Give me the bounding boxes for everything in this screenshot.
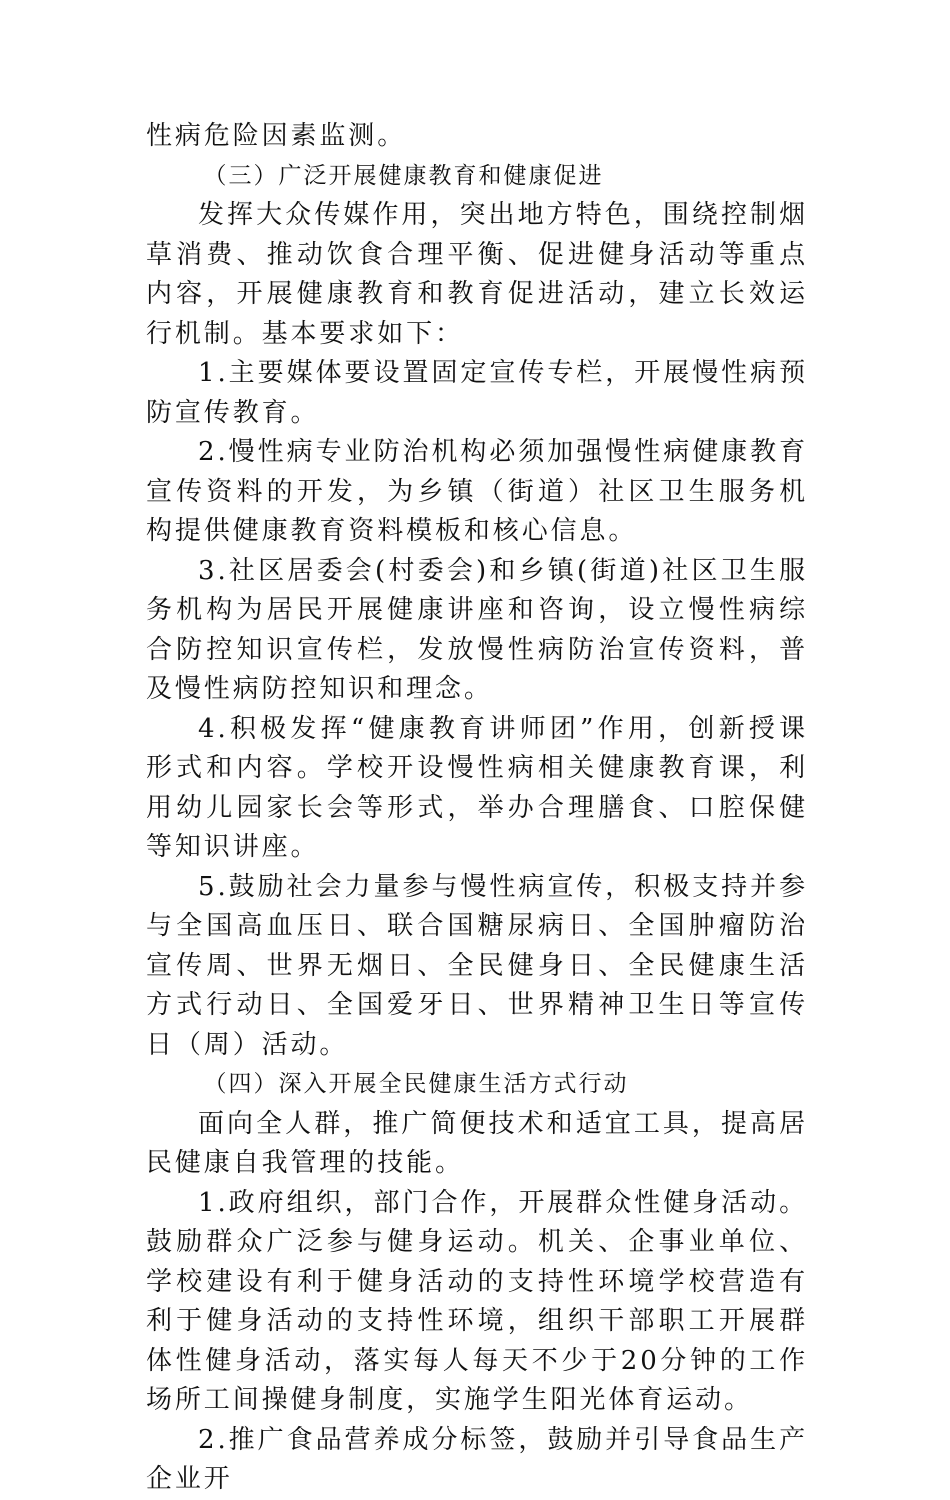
paragraph-continuation: 性病危险因素监测。 xyxy=(146,121,407,151)
section-heading-3: （三）广泛开展健康教育和健康促进 xyxy=(203,162,604,189)
paragraph-item-3-3: 3.社区居委会(村委会)和乡镇(街道)社区卫生服务机构为居民开展健康讲座和咨询，设立慢性病综合防控知识宣传栏，发放慢性病防治宣传资料，普及慢性病防控知识和理念。 xyxy=(146,555,808,704)
paragraph-item-3-4: 4.积极发挥“健康教育讲师团”作用，创新授课形式和内容。学校开设慢性病相关健康教育课，利用幼儿园家长会等形式，举办合理膳食、口腔保健等知识讲座。 xyxy=(146,713,808,862)
paragraph-item-3-2: 2.慢性病专业防治机构必须加强慢性病健康教育宣传资料的开发，为乡镇（街道）社区卫生服务机构提供健康教育资料模板和核心信息。 xyxy=(146,437,808,546)
paragraph-intro-3: 发挥大众传媒作用，突出地方特色，围绕控制烟草消费、推动饮食合理平衡、促进健身活动等重点内容，开展健康教育和教育促进活动，建立长效运行机制。基本要求如下： xyxy=(146,200,808,349)
paragraph-item-4-2: 2.推广食品营养成分标签，鼓励并引导食品生产企业开 xyxy=(146,1424,808,1494)
document-body xyxy=(146,117,808,1500)
paragraph-item-3-1: 1.主要媒体要设置固定宣传专栏，开展慢性病预防宣传教育。 xyxy=(146,358,808,428)
paragraph-item-4-1: 1.政府组织，部门合作，开展群众性健身活动。鼓励群众广泛参与健身运动。机关、企事业单位、学校建设有利于健身活动的支持性环境学校营造有利于健身活动的支持性环境，组织干部职工开展群体性健身活动，落实每人每天不少于20分钟的工作场所工间操健身制度，实施学生阳光体育运动。 xyxy=(146,1187,808,1415)
section-heading-4: （四）深入开展全民健康生活方式行动 xyxy=(203,1071,629,1097)
paragraph-intro-4: 面向全人群，推广简便技术和适宜工具，提高居民健康自我管理的技能。 xyxy=(146,1108,808,1178)
paragraph-item-3-5: 5.鼓励社会力量参与慢性病宣传，积极支持并参与全国高血压日、联合国糖尿病日、全国肿瘤防治宣传周、世界无烟日、全民健身日、全民健康生活方式行动日、全国爱牙日、世界精神卫生日等宣传日（周）活动。 xyxy=(146,871,808,1060)
